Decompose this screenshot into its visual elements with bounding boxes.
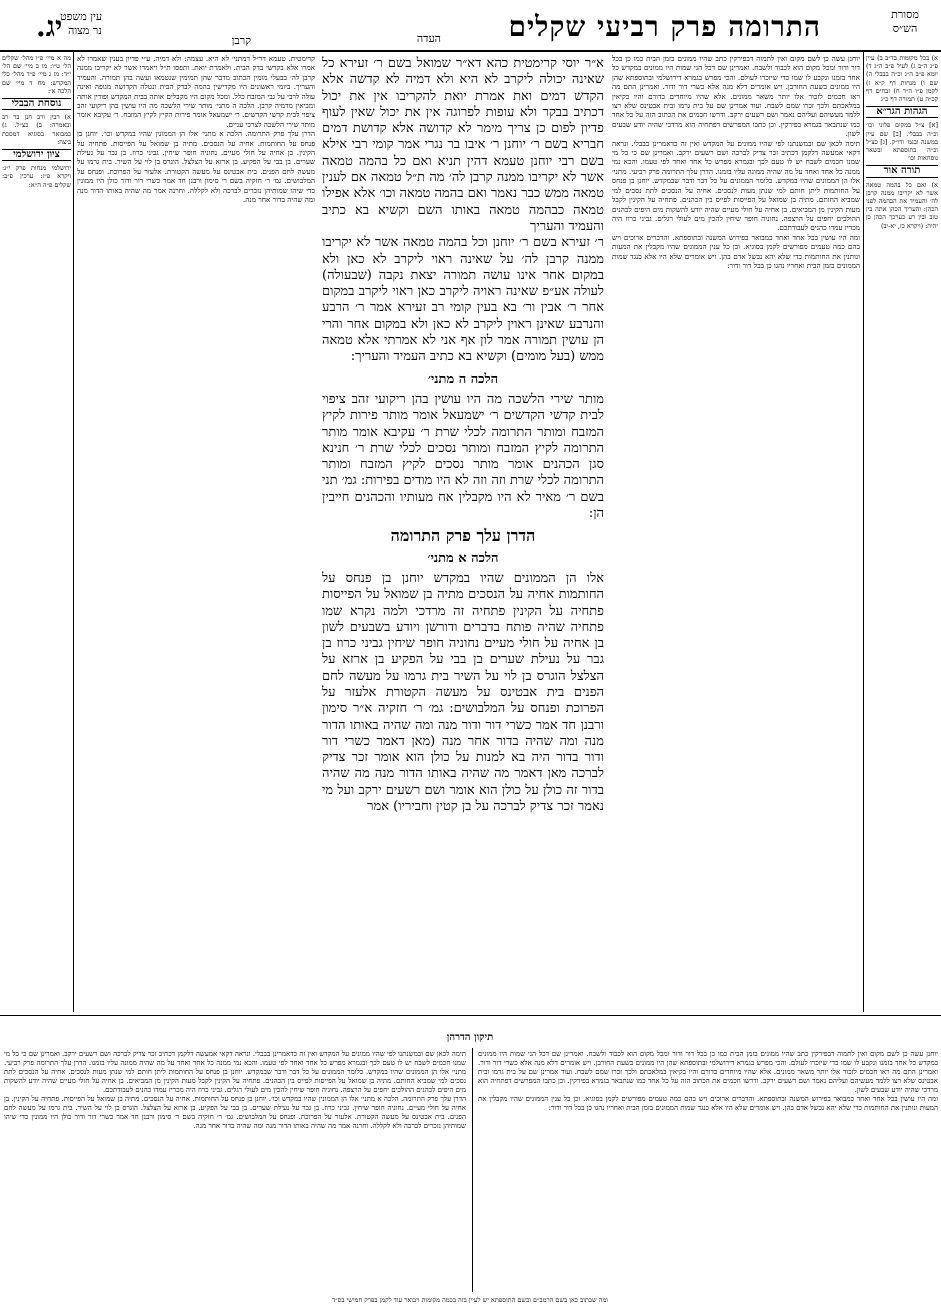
left-sidebar <box>2 54 71 1009</box>
bottom-left-text-2: הדרן עלך פרק התרומה. הלכה א מתני׳ אלו הן הממונין שהיו במקדש וכו׳. יוחנן בן פנחס על החותמות. אחיה על הנסכים. מתיה בן שמואל על הפייסות. פתחיה על הקינין. בן אחיה על חולי מעיים. נחוניה חופר שיחין. גביני כרוז. בן גבר על נעילת שערים. בן בבי על הפקיע. בן ארזא על הצלצל. הוגרס בן לוי על השיר. בית גרמו על מעשה לחם הפנים. בית אבטינס על מעשה הקטורת. אלעזר על הפרוכת. ופנחס על המלבושים. גמ׳ ר׳ חזקיה בשם ר׳ סימון ורבנן חד אמר כשרי דור ודור כולן היו ממונין כדי שיהו שמותיהן נזכרים לברכה ולא לקללה. וחרנה אמר מה שהיה באותו הדור מנה ומה שהיה בדור אחר מנה. <box>4 1095 466 1130</box>
bottom-left-text: תימה לכאן שם ובמשנתנו לפי שהיו ממונים על המקדש ואין זה כדאמרינן בבבלי. ונראה דקאי אמעשה דלקמן דכתיב זכר צדיק לברכה ושם רשעים ירקב. ואמרינן שם כי כל מי שמנו חכמים לשבח יש לו טעם לכך ובגמרא מפרש כל אחד ואחד לפי טעמו. והכא נמי ממנה כל אחד ואחד על מה שהיה ממונה עליו בזמנו. הדרן עלך התרומה פרק רביעי. מתני׳ אלו הן הממונים שהיו במקדש. כלומר הממונים על כל דבר ודבר שבמקדש. יוחנן בן פנחס על החותמות ליתן חותם למי שנתן מעות לנסכים. אחיה על הנסכים לתת נסכים למי שמביא החותם. מתיה בן שמואל על הפייסות לפייס בין הכהנים. פתחיה על הקינין לקבל מעות הקינין מן המביאים. בן אחיה על חולי מעיים שהיה יודע להשקות מים היפים לכהנים ההולכים יחפים על הרצפה. נחוניה חופר שיחין להכין מים לעולי רגלים. גביני כרוז היה מכריז עמדו כהנים לעבודתכם. <box>4 1050 466 1094</box>
right-sidebar-divider <box>863 52 864 1012</box>
torah-or-text: א) ואם כל בהמה טמאה אשר לא יקריבו ממנה קרבן לה׳ והעמיד את הבהמה לפני הכהן: והעריך הכהן אתה בין טוב ובין רע כערכך הכהן כן יהיה: (ויקרא כז, יא-יב) <box>866 180 938 230</box>
folio-number: יג. <box>36 10 63 43</box>
tziun-yerushalmi-text: ירושלמי מנחות פרק י״ג: ויקרא פ״ז: ערכין פ״ב: שקלים פ״ה ה״א: <box>2 164 71 189</box>
header-rule <box>0 50 941 52</box>
left-sidebar-divider <box>73 52 74 1012</box>
main-paragraph-4: אלו הן הממונים שהיו במקדש יוחנן בן פנחס על החותמות אחיה על הנסכים מתיה בן שמואל על הפייסות פתחיה על הקינין פתחיה זה מרדכי ולמה נקרא שמו פתחיה שהיה פותח בדברים ודורשן ויודע בשבעים לשון בן אחיה על חולי מעיים נחוניה חופר שיחין גביני כרוז בן גבר על נעילת שערים בן בבי על הפקיע בן ארזא על הצלצל הוגרס בן לוי על השיר בית גרמו על מעשה לחם הפנים בית אבטינס על מעשה הקטורת אלעזר על הפרוכת ופנחס על המלבושים: גמ׳ ר׳ חזקיה א״ר סימון ורבנן חד אמר כשרי דור ודור מנה ומה שהיה באותו הדור מנה ומה שהיה בדור אחר מנה (מאן דאמר כשרי דור ודור בדור היה בא למנות על כולן הוא אומר זכר צדיק לברכה מאן דאמר מה שהיה באותו הדור מנה מה שהיה בדור זה כולן על כולן הוא אומר ושם רשעים ירקב ועל מי נאמר זכר צדיק לברכה על בן קטין וחביריו) אמר <box>322 570 604 815</box>
ner-mitzvah-label: נר מצוה <box>68 24 102 37</box>
hadran-heading: הדרן עלך פרק התרומה <box>390 526 536 546</box>
page-footer-note: ומה שכתוב כאן בשם הרמב״ם ובשם התוספתא יש לעיין בזה בכמה מקומות ויבואר עוד לקמן בפרק חמישי בס״ד <box>332 1296 608 1304</box>
main-paragraph-2: ר׳ זעירא בשם ר׳ יוחנן וכל בהמה טמאה אשר לא יקריבו ממנה קרבן לה׳ על שאינה ראוי ליקרב לא כאן ולא במקום אחר אינו עושה תמורה יצאת נקבה (שבעולה) לעולה אע״פ שאינה ראויה ליקרב כאן ראוי ליקרב במקום אחר ר׳ אבין ור׳ בא בעין קומי רב זעירא אמר ר׳ הרבע והנרבע שאינן ראוין ליקרב לא כאן ולא במקום אחר והרי הן עושין תמורה אמר לון אף אני לא אמרתי אלא טמאה ממש (בעל מומים) וקשיא בא כתיב העמיד והעריך: <box>322 235 604 365</box>
masoret-hashas-text: א) בכל מקומות בד״ב ב) עיין פ״ג ה״ב ג) לעיל פ״ב ה״ג ד) יומא פ״ב ה״ג וכ״ה בבבלי ה) שם ו) מנחות דף ק״א ז) לקמן פ״ו ה״ד ח) זבחים דף קכ״ה ט) תמורה דף כ״ג <box>866 54 938 104</box>
ein-mishpat-text: מה א מיי׳ פ״ו מהל׳ שקלים הל׳ ט״ו: מו ב מיי׳ שם הל׳ י״ד: מז ג מיי׳ פ״ד מהל׳ כלי המקדש: מח ד מיי׳ שם הלכה א׳: <box>2 54 71 95</box>
halakha-1-heading: הלכה א מתני׳ <box>427 550 499 566</box>
left-commentary-text-2: הדרן עלך פרק התרומה. הלכה א מתני׳ אלו הן הממונין שהיו במקדש וכו׳. יוחנן בן פנחס על החותמות. אחיה על הנסכים. מתיה בן שמואל על הפייסות. פתחיה על הקינין. בן אחיה על חולי מעיים. נחוניה חופר שיחין. גביני כרוז. בן גבר על נעילת שערים. בן בבי על הפקיע. בן ארזא על הצלצל. הוגרס בן לוי על השיר. בית גרמו על מעשה לחם הפנים. בית אבטינס על מעשה הקטורת. אלעזר על הפרוכת. ופנחס על המלבושים. גמ׳ ר׳ חזקיה בשם ר׳ סימון ורבנן חד אמר כשרי דור ודור כולן היו ממונין כדי שיהו שמותיהן נזכרים לברכה ולא לקללה. וחרנה אמר מה שהיה באותו הדור מנה ומה שהיה בדור אחר מנה. <box>77 129 315 205</box>
right-commentary-text-3: ומה היו עושין בכל אחד ואחד כמבואר בפירוש המשנה ובתוספתא. והדברים ארוכים ויש בהם כמה טעמים מפורשים לקמן בסוגיא. וכן כל ענין הממונים שהיו מקבלין את המעות ונותנין את החותמות כדי שלא יהא נכשל אדם בהן. ויש אומרים שלא היו אלא כנגד שמות הממונים בזמן הבית ואחריו נהגו כן בכל דור ודור: <box>612 232 860 270</box>
main-text-column <box>322 56 604 1011</box>
torah-or-heading: תורה אור <box>866 165 938 177</box>
haedah-label: העדה <box>416 32 441 45</box>
bottom-left-commentary <box>4 1050 466 1290</box>
hagra-heading: הגהות הגר״א <box>866 106 938 118</box>
bottom-section-label: תיקון הדרהן <box>446 1032 494 1043</box>
right-commentary-text-2: תימה לכאן שם ובמשנתנו לפי שהיו ממונים על המקדש ואין זה כדאמרינן בבבלי. ונראה דקאי אמעשה דלקמן דכתיב זכר צדיק לברכה ושם רשעים ירקב. ואמרינן שם כי כל מי שמנו חכמים לשבח יש לו טעם לכך ובגמרא מפרש כל אחד ואחד לפי טעמו. והכא נמי ממנה כל אחד ואחד על מה שהיה ממונה עליו בזמנו. הדרן עלך התרומה פרק רביעי. מתני׳ אלו הן הממונים שהיו במקדש. כלומר הממונים על כל דבר ודבר שבמקדש. יוחנן בן פנחס על החותמות ליתן חותם למי שנתן מעות לנסכים. אחיה על הנסכים לתת נסכים למי שמביא החותם. מתיה בן שמואל על הפייסות לפייס בין הכהנים. פתחיה על הקינין לקבל מעות הקינין מן המביאים. בן אחיה על חולי מעיים שהיה יודע להשקות מים היפים לכהנים ההולכים יחפים על הרצפה. נחוניה חופר שיחין להכין מים לעולי רגלים. גביני כרוז היה מכריז עמדו כהנים לעבודתכם. <box>612 138 860 233</box>
left-commentary-column <box>77 54 315 1009</box>
masoret-label: מסורת <box>891 8 919 21</box>
page-title: התרומה פרק רביעי שקלים <box>508 10 821 43</box>
korban-label: קרבן <box>231 34 251 47</box>
nuschat-habavli-heading: נוסחת הבבלי <box>2 98 71 110</box>
bottom-right-text: יוחנן עשה כן לשם מקום ואין לתמוה דבפירקין כתב שהיו ממונים בזמן הבית כמו כן בכל דור ודור ומכל מקום הוא לכבוד ולשבח. ואמרינן שם דכל הני שמות היו ממונים במקדש כל אחד בזמנו ונקבע לו שמו כדי שיזכרו לעולם. והכי מפרש בגמרא דירושלמי ובתוספתא שהן היו ממונים בשעת החורבן. ויש אומרים דלא מנה אלא כשרי דור ודור. ואמרינן התם מה ראו חכמים לזכור אלו יותר משאר ממונים. אלא שהיו מיוחדים בדורם והיו בקיאין במלאכתם ולכך זכרו שמם לשבח. ועוד אמרינן שם על בית גרמו ובית אבטינס שלא רצו ללמד מעשיהם ועליהם נאמר ושם רשעים ירקב. ודרשו חכמים את הכתוב הזה על כל אחד כמו שנתבאר בגמרא בפירקין. וכן כתבו המפרשים דפתחיה הוא מרדכי שהיה יודע שבעים לשון. <box>478 1050 938 1094</box>
halakha-5-heading: הלכה ה מתני׳ <box>427 371 499 387</box>
hashas-label: הש״ס <box>892 22 918 35</box>
tziun-yerushalmi-heading: ציון ירושלמי <box>2 149 71 161</box>
main-paragraph-1: א״ר יוסי קרימטית כהא דא״ר שמואל בשם ר׳ זעירא כל שאינה יכולה ליקרב לא היא ולא דמיה לא קדשה אלא הקדש דמים ואת אמרת יואת להקריבו אין את יכול דכתיב בבקר ולא עופות לפרוגה אין את יכול שאין לעוף פדיון לפום כן צריך מימר לא קדושה אלא קדושת דמים חבריא בשם ר׳ יוחנן ר׳ איבו בר נגרי אמר קומי רבי אילא בשם רבי יוחנן טעמא דהין תניא ואם כל בהמה טמאה אשר לא יקריבו ממנה קרבן לה׳ מה ת״ל טמאה אם לענין טמאה ממש כבר נאמר ואם בהמה טמאה וכו׳ אלא אפילו טמאה כבהמה טמאה באותו השם וקשיא בא כתיב והעמיד והעריך <box>322 56 604 234</box>
right-commentary-text: יוחנן עשה כן לשם מקום ואין לתמוה דבפירקין כתב שהיו ממונים בזמן הבית כמו כן בכל דור ודור ומכל מקום הוא לכבוד ולשבח. ואמרינן שם דכל הני שמות היו ממונים במקדש כל אחד בזמנו ונקבע לו שמו כדי שיזכרו לעולם. והכי מפרש בגמרא דירושלמי ובתוספתא שהן היו ממונים בשעת החורבן. ויש אומרים דלא מנה אלא כשרי דור ודור. ואמרינן התם מה ראו חכמים לזכור אלו יותר משאר ממונים. אלא שהיו מיוחדים בדורם והיו בקיאין במלאכתם ולכך זכרו שמם לשבח. ועוד אמרינן שם על בית גרמו ובית אבטינס שלא רצו ללמד מעשיהם ועליהם נאמר ושם רשעים ירקב. ודרשו חכמים את הכתוב הזה על כל אחד כמו שנתבאר בגמרא בפירקין. וכן כתבו המפרשים דפתחיה הוא מרדכי שהיה יודע שבעים לשון. <box>612 54 860 139</box>
bottom-right-commentary <box>478 1050 938 1290</box>
left-commentary-text-1: קרימטית. טעמא דר״ל דמתני׳ לא היא. עצמה: ולא דמיה. ע״י פדיון בענין שאמרו לא אמרו אלא בקדשי בדק הבית. ולאמרת יואת. ותפסו ת״ל ויאמרו אשר לא יקריבו ממנה קרבן לה׳ בבעלי מומין הכתוב מדבר שהן תמימין שנטמאו ועשה בהן תמורה. והעמיד והעריך. ביומי ראשונים היו מקדישין בהמה לבדק הבית ונטלה הקדושה מגופה ואינה עולה לרבי על גבי המזבח כלל. ומכל מקום היו מקבלים אותה בבית המקדש ופודין אותה ומביאין מדמיה קרבן. הלכה ה מתני׳ מותר שירי הלשכה מה היו עושין בהן ריקועי זהב ציפוי לבית קדשי הקדשים. ר׳ ישמעאל אומר פירות הקיץ לקיץ המזבח. ר׳ עקיבא אומר מותר שירי הלשכה לצרכי עניים. <box>77 54 315 129</box>
hagra-text: [א] צ״ל במקום פלוני וכו׳ וכ״ה בבבלי. [ב] שם עיין במשנה ובגמ׳ ודו״ק. [ג] כצ״ל וכ״ה בתוספתא ובשאר נוסחאות וכו׳ <box>866 121 938 163</box>
bottom-divider <box>472 1048 473 1292</box>
ein-mishpat-label: עין משפט <box>60 10 103 23</box>
right-sidebar <box>866 54 938 1009</box>
main-paragraph-3: מותר שירי הלשכה מה היו עושין בהן ריקועי זהב ציפוי לבית קדשי הקדשים ר׳ ישמעאל אומר מותר פירות לקיץ המזבח ומותר התרומה לכלי שרת ר׳ עקיבא אומר מותר התרומה לקיץ המזבח ומותר נסכים לכלי שרת ר׳ חנינא סגן הכהנים אומר מותר נסכים לקיץ המזבח ומותר התרומה לכלי שרת וזה וזה לא היו מודים בפירות: גמ׳ תני בשם ר׳ מאיר לא היו מקבלין אח מעותיו והכהנים חייבין הן: <box>322 391 604 522</box>
bottom-section-rule <box>0 1015 941 1016</box>
nuschat-habavli-text: א) רבין ורב חנן בר רב ובאמרה: ב) כצ״ל. ג) כמבואר בסוגיא דמסכת ביצה: <box>2 113 71 146</box>
page-header <box>0 4 941 48</box>
bottom-right-text-2: ומה היו עושין בכל אחד ואחד כמבואר בפירוש המשנה ובתוספתא. והדברים ארוכים ויש בהם כמה טעמים מפורשים לקמן בסוגיא. וכן כל ענין הממונים שהיו מקבלין את המעות ונותנין את החותמות כדי שלא יהא נכשל אדם בהן. ויש אומרים שלא היו אלא כנגד שמות הממונים בזמן הבית ואחריו נהגו כן בכל דור ודור: <box>478 1095 938 1112</box>
right-commentary-column <box>612 54 860 1009</box>
